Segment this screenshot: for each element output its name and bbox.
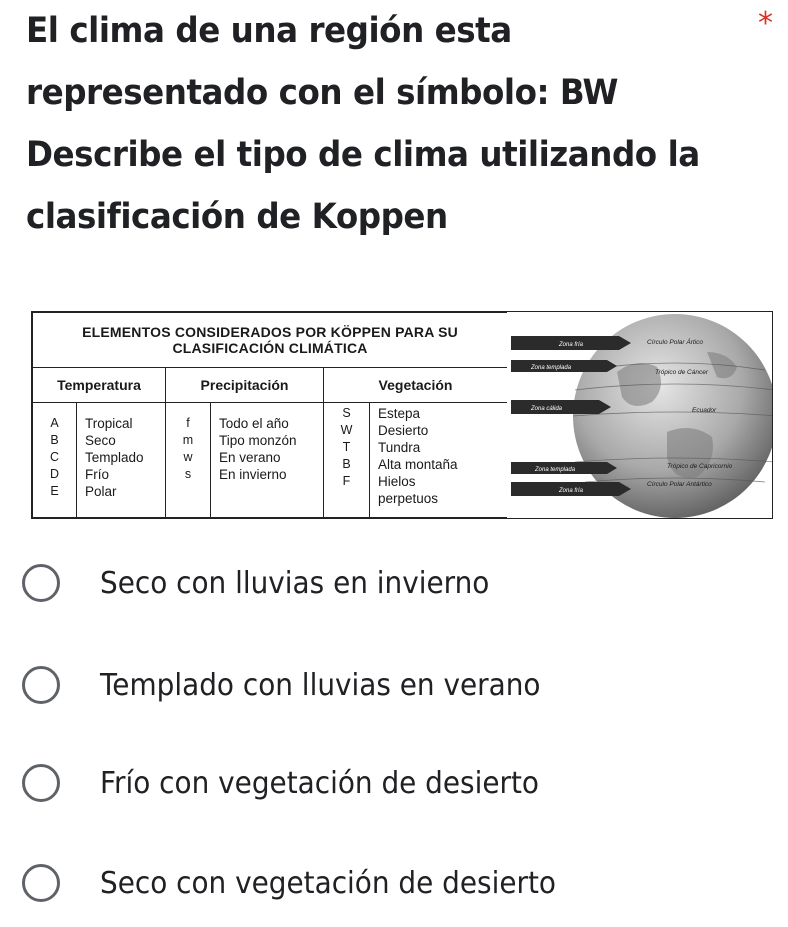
label-zona-calida: Zona cálida <box>531 406 563 412</box>
label-circulo-artico: Círculo Polar Ártico <box>647 339 703 346</box>
precipitacion-names <box>211 403 324 518</box>
name: Polar <box>85 484 117 499</box>
code: T <box>342 440 351 454</box>
code: s <box>184 467 192 481</box>
code: C <box>49 450 60 464</box>
option-label: Seco con lluvias en invierno <box>100 565 490 601</box>
code: A <box>50 416 59 430</box>
label-ecuador: Ecuador <box>692 407 717 414</box>
header-temperatura: Temperatura <box>33 368 166 403</box>
code: E <box>50 484 59 498</box>
code: F <box>342 474 351 488</box>
radio-button-icon[interactable] <box>22 564 60 602</box>
name: Frío <box>85 467 110 482</box>
table-title <box>33 313 508 368</box>
temperatura-names <box>77 403 166 518</box>
name: Tundra <box>378 440 421 455</box>
question-title-line-2: representado con el símbolo: BW <box>26 73 618 113</box>
header-vegetacion: Vegetación <box>324 368 508 403</box>
name: Tipo monzón <box>219 433 297 448</box>
code: D <box>49 467 60 481</box>
radio-button-icon[interactable] <box>22 864 60 902</box>
label-zona-templada-bottom: Zona templada <box>535 467 576 473</box>
label-circulo-antartico: Círculo Polar Antártico <box>647 481 712 488</box>
label-zona-fria-bottom: Zona fría <box>559 488 584 494</box>
question-title-line-1: El clima de una región esta <box>26 11 512 51</box>
option-2[interactable] <box>22 655 574 715</box>
name: Alta montaña <box>378 457 458 472</box>
vegetacion-names <box>370 403 508 518</box>
vegetacion-codes <box>324 403 370 518</box>
label-zona-fria-top: Zona fría <box>559 342 584 348</box>
precipitacion-codes <box>166 403 211 518</box>
option-label: Frío con vegetación de desierto <box>100 765 539 801</box>
name: En verano <box>219 450 281 465</box>
name: Hielos <box>378 474 416 489</box>
name: perpetuos <box>378 491 439 506</box>
required-marker: * <box>758 6 773 41</box>
code: f <box>186 416 190 430</box>
radio-button-icon[interactable] <box>22 666 60 704</box>
question-title <box>26 0 700 248</box>
table-title-line-2: CLASIFICACIÓN CLIMÁTICA <box>172 340 368 356</box>
name: Templado <box>85 450 144 465</box>
name: Tropical <box>85 416 133 431</box>
name: Desierto <box>378 423 429 438</box>
code: B <box>342 457 351 471</box>
option-3[interactable] <box>22 753 572 813</box>
koppen-figure <box>31 311 773 519</box>
globe-illustration <box>507 312 772 518</box>
option-1[interactable] <box>22 553 519 613</box>
globe-svg <box>507 312 772 518</box>
code: B <box>50 433 59 447</box>
code: w <box>183 450 193 464</box>
header-precipitacion: Precipitación <box>166 368 324 403</box>
name: Seco <box>85 433 116 448</box>
name: Todo el año <box>219 416 289 431</box>
code: W <box>340 423 353 437</box>
name: En invierno <box>219 467 287 482</box>
label-tropico-cancer: Trópico de Cáncer <box>655 369 708 376</box>
temperatura-codes <box>33 403 77 518</box>
table-title-line-1: ELEMENTOS CONSIDERADOS POR KÖPPEN PARA SU <box>82 324 458 340</box>
code: S <box>342 406 351 420</box>
label-tropico-capricornio: Trópico de Capricornio <box>667 463 733 470</box>
code: m <box>182 433 194 447</box>
koppen-table <box>32 312 508 518</box>
question-title-line-3: Describe el tipo de clima utilizando la <box>26 135 700 175</box>
radio-button-icon[interactable] <box>22 764 60 802</box>
question-title-line-4: clasificación de Koppen <box>26 197 448 237</box>
option-label: Templado con lluvias en verano <box>100 667 541 703</box>
label-zona-templada-top: Zona templada <box>531 365 572 371</box>
option-label: Seco con vegetación de desierto <box>100 865 556 901</box>
name: Estepa <box>378 406 421 421</box>
option-4[interactable] <box>22 853 590 913</box>
